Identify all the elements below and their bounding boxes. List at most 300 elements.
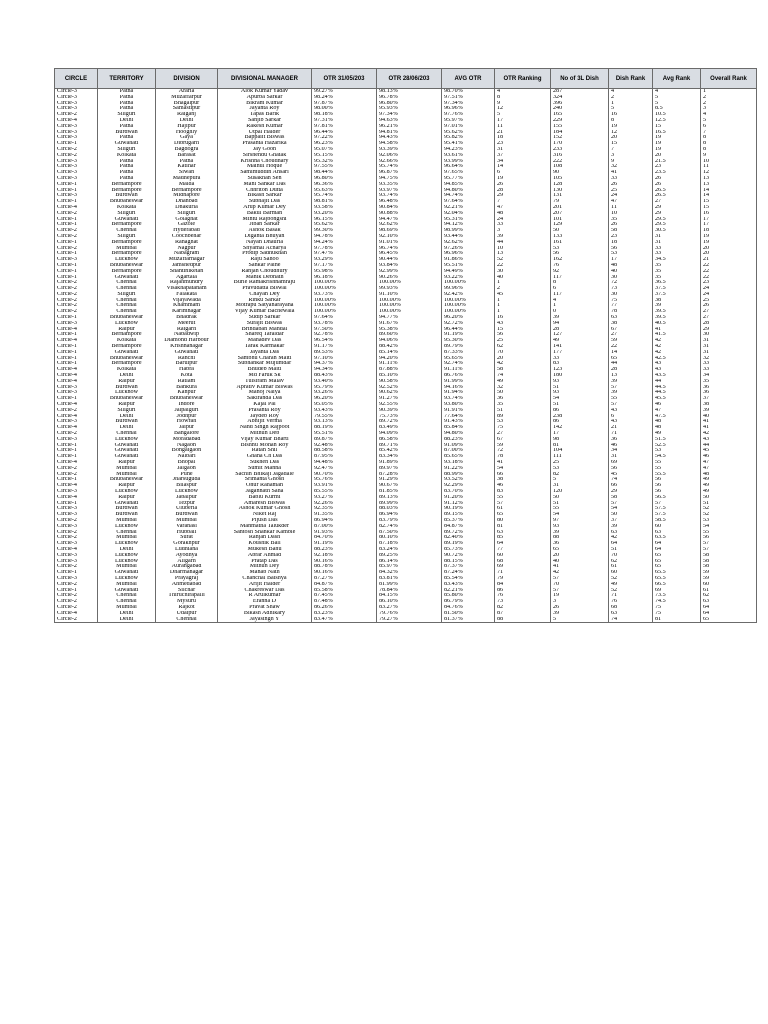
cell-overall-rank: 41: [701, 419, 757, 425]
cell-dish-rank: 23: [609, 234, 653, 240]
cell-otr-may: 97.81%: [312, 124, 377, 130]
cell-circle: Circle-1: [55, 199, 98, 205]
cell-no-of-dish: 94: [551, 321, 609, 327]
cell-circle: Circle-2: [55, 234, 98, 240]
cell-avg-rank: 64: [653, 547, 701, 553]
cell-avg-otr: 97.34%: [442, 101, 495, 107]
cell-territory: Mumbai: [98, 466, 156, 472]
cell-divisional-manager: Sankar Paine: [218, 263, 312, 269]
cell-divisional-manager: Jagannath Saha: [218, 489, 312, 495]
cell-avg-rank: 15: [653, 124, 701, 130]
cell-no-of-dish: 324: [551, 95, 609, 101]
cell-otr-june: 95.93%: [377, 106, 442, 112]
cell-division: Baruipur: [156, 361, 218, 367]
cell-otr-may: 97.17%: [312, 263, 377, 269]
cell-territory: Delhi: [98, 547, 156, 553]
cell-divisional-manager: Mahadev Das: [218, 338, 312, 344]
cell-otr-ranking: 67: [495, 437, 551, 443]
cell-otr-may: 87.95%: [312, 454, 377, 460]
cell-otr-june: 87.88%: [377, 367, 442, 373]
cell-otr-june: 93.35%: [377, 182, 442, 188]
cell-territory: Lucknow: [98, 576, 156, 582]
cell-no-of-dish: 133: [551, 234, 609, 240]
cell-divisional-manager: Ashok Kumar Ghosh: [218, 506, 312, 512]
cell-otr-ranking: 1: [495, 298, 551, 304]
cell-division: Gazole: [156, 222, 218, 228]
cell-circle: Circle-1: [55, 141, 98, 147]
cell-otr-june: 92.06%: [377, 153, 442, 159]
cell-circle: Circle-1: [55, 570, 98, 576]
cell-no-of-dish: 53: [551, 246, 609, 252]
cell-otr-june: 96.21%: [377, 124, 442, 130]
cell-otr-ranking: 10: [495, 246, 551, 252]
cell-otr-may: 96.23%: [312, 141, 377, 147]
cell-division: Jalpaiguri: [156, 408, 218, 414]
cell-territory: Siliguri: [98, 408, 156, 414]
cell-territory: Kolkata: [98, 338, 156, 344]
cell-otr-may: 99.30%: [312, 228, 377, 234]
cell-no-of-dish: 207: [551, 211, 609, 217]
cell-dish-rank: 57: [609, 385, 653, 391]
cell-circle: Circle-4: [55, 205, 98, 211]
cell-otr-june: 87.18%: [377, 541, 442, 547]
cell-otr-june: 96.45%: [377, 251, 442, 257]
cell-avg-rank: 52.5: [653, 443, 701, 449]
cell-otr-june: 96.78%: [377, 95, 442, 101]
cell-avg-otr: 92.74%: [442, 361, 495, 367]
cell-territory: Mumbai: [98, 472, 156, 478]
cell-otr-ranking: 22: [495, 263, 551, 269]
cell-divisional-manager: Jayasingh Y: [218, 617, 312, 623]
cell-overall-rank: 40: [701, 414, 757, 420]
cell-otr-june: 90.84%: [377, 205, 442, 211]
cell-no-of-dish: 127: [551, 332, 609, 338]
cell-avg-otr: 85.80%: [442, 593, 495, 599]
cell-division: Uluberia: [156, 506, 218, 512]
cell-avg-otr: 91.43%: [442, 419, 495, 425]
cell-territory: Lucknow: [98, 524, 156, 530]
cell-avg-otr: 100.00%: [442, 298, 495, 304]
cell-overall-rank: 47: [701, 460, 757, 466]
cell-divisional-manager: Pratap Das: [218, 559, 312, 565]
cell-division: Bhubaneswar: [156, 396, 218, 402]
cell-territory: Chennai: [98, 286, 156, 292]
cell-territory: Patna: [98, 89, 156, 95]
cell-otr-may: 96.36%: [312, 182, 377, 188]
cell-otr-ranking: 36: [495, 396, 551, 402]
cell-otr-ranking: 65: [495, 512, 551, 518]
cell-avg-otr: 91.91%: [442, 408, 495, 414]
cell-otr-may: 87.27%: [312, 576, 377, 582]
cell-divisional-manager: Bhudeb Maiti: [218, 367, 312, 373]
cell-avg-rank: 38: [653, 298, 701, 304]
cell-overall-rank: 22: [701, 263, 757, 269]
cell-otr-june: 83.49%: [377, 425, 442, 431]
cell-otr-ranking: 32: [495, 385, 551, 391]
cell-otr-may: 85.58%: [312, 588, 377, 594]
cell-dish-rank: 44: [609, 361, 653, 367]
cell-avg-otr: 85.84%: [442, 425, 495, 431]
cell-divisional-manager: Santosh Shankar Kamble: [218, 530, 312, 536]
cell-overall-rank: 21: [701, 257, 757, 263]
cell-overall-rank: 17: [701, 222, 757, 228]
cell-division: Udaipur: [156, 611, 218, 617]
cell-otr-ranking: 60: [495, 553, 551, 559]
cell-divisional-manager: Tarak Karmakar: [218, 344, 312, 350]
cell-avg-rank: 19: [653, 147, 701, 153]
cell-no-of-dish: 42: [551, 570, 609, 576]
cell-divisional-manager: Bablu Kurmi: [218, 495, 312, 501]
cell-division: Jamshedpur: [156, 263, 218, 269]
cell-division: Kanpur: [156, 390, 218, 396]
cell-circle: Circle-3: [55, 553, 98, 559]
cell-overall-rank: 52: [701, 512, 757, 518]
cell-dish-rank: 59: [609, 338, 653, 344]
cell-divisional-manager: Rinku Sarkar: [218, 298, 312, 304]
cell-overall-rank: 51: [701, 501, 757, 507]
cell-dish-rank: 63: [609, 611, 653, 617]
cell-circle: Circle-3: [55, 159, 98, 165]
cell-territory: Berhampore: [98, 240, 156, 246]
cell-dish-rank: 27: [609, 332, 653, 338]
cell-avg-otr: 81.37%: [442, 617, 495, 623]
cell-no-of-dish: 97: [551, 518, 609, 524]
cell-circle: Circle-3: [55, 95, 98, 101]
cell-avg-otr: 96.64%: [442, 164, 495, 170]
cell-division: Karimnagar: [156, 309, 218, 315]
cell-no-of-dish: 86: [551, 408, 609, 414]
cell-otr-may: 88.19%: [312, 425, 377, 431]
cell-otr-june: 100.00%: [377, 309, 442, 315]
cell-dish-rank: 58: [609, 228, 653, 234]
cell-overall-rank: 36: [701, 390, 757, 396]
cell-overall-rank: 55: [701, 530, 757, 536]
cell-division: Jharsuguda: [156, 477, 218, 483]
cell-otr-may: 88.23%: [312, 547, 377, 553]
cell-divisional-manager: Pravat Shaw: [218, 605, 312, 611]
cell-no-of-dish: 57: [551, 588, 609, 594]
cell-division: Guwahati: [156, 350, 218, 356]
cell-divisional-manager: Diganta Bhuyan: [218, 234, 312, 240]
cell-overall-rank: 27: [701, 309, 757, 315]
cell-avg-otr: 93.74%: [442, 396, 495, 402]
cell-otr-june: 96.74%: [377, 246, 442, 252]
cell-overall-rank: 30: [701, 332, 757, 338]
cell-avg-otr: 90.19%: [442, 506, 495, 512]
cell-avg-rank: 65: [653, 553, 701, 559]
cell-avg-otr: 88.23%: [442, 437, 495, 443]
cell-otr-may: 83.23%: [312, 611, 377, 617]
cell-overall-rank: 24: [701, 292, 757, 298]
cell-otr-ranking: 73: [495, 599, 551, 605]
cell-dish-rank: 54: [609, 506, 653, 512]
cell-avg-rank: 55: [653, 460, 701, 466]
cell-otr-may: 95.98%: [312, 269, 377, 275]
cell-overall-rank: 7: [701, 130, 757, 136]
cell-avg-otr: 98.99%: [442, 228, 495, 234]
cell-avg-otr: 85.65%: [442, 454, 495, 460]
cell-dish-rank: 43: [609, 408, 653, 414]
cell-no-of-dish: 108: [551, 164, 609, 170]
cell-otr-may: 95.79%: [312, 385, 377, 391]
cell-otr-ranking: 4: [495, 89, 551, 95]
cell-otr-june: 81.99%: [377, 582, 442, 588]
cell-avg-otr: 87.24%: [442, 570, 495, 576]
cell-circle: Circle-3: [55, 489, 98, 495]
cell-divisional-manager: Ashok Basak: [218, 228, 312, 234]
cell-divisional-manager: Jiban Sarkar: [218, 222, 312, 228]
cell-overall-rank: 28: [701, 321, 757, 327]
cell-circle: Circle-1: [55, 477, 98, 483]
cell-divisional-manager: Chayan Dey: [218, 292, 312, 298]
cell-otr-ranking: 64: [495, 541, 551, 547]
cell-otr-june: 91.01%: [377, 240, 442, 246]
cell-territory: Guwahati: [98, 448, 156, 454]
cell-overall-rank: 8: [701, 147, 757, 153]
cell-divisional-manager: Mithun Dey: [218, 564, 312, 570]
cell-avg-otr: 91.20%: [442, 495, 495, 501]
cell-otr-june: 86.58%: [377, 437, 442, 443]
cell-division: Coochbehar: [156, 234, 218, 240]
cell-no-of-dish: 111: [551, 454, 609, 460]
cell-circle: Circle-4: [55, 402, 98, 408]
cell-territory: Patna: [98, 101, 156, 107]
cell-otr-ranking: 71: [495, 570, 551, 576]
cell-territory: Guwahati: [98, 588, 156, 594]
cell-territory: Bhubaneswar: [98, 315, 156, 321]
cell-dish-rank: 50: [609, 512, 653, 518]
cell-no-of-dish: 50: [551, 228, 609, 234]
cell-otr-may: 97.22%: [312, 135, 377, 141]
cell-circle: Circle-1: [55, 443, 98, 449]
cell-divisional-manager: Prodip Sadhukhan: [218, 251, 312, 257]
cell-divisional-manager: Manoj Naiya: [218, 390, 312, 396]
cell-avg-rank: 41.5: [653, 332, 701, 338]
cell-territory: Lucknow: [98, 553, 156, 559]
cell-otr-june: 95.38%: [377, 327, 442, 333]
cell-divisional-manager: Bakul Barman: [218, 211, 312, 217]
cell-overall-rank: 20: [701, 246, 757, 252]
cell-territory: Mumbai: [98, 564, 156, 570]
cell-division: Silchar: [156, 588, 218, 594]
cell-no-of-dish: 5: [551, 477, 609, 483]
cell-circle: Circle-2: [55, 605, 98, 611]
cell-circle: Circle-1: [55, 501, 98, 507]
cell-avg-otr: 92.72%: [442, 321, 495, 327]
cell-overall-rank: 46: [701, 454, 757, 460]
cell-otr-ranking: 81: [495, 524, 551, 530]
cell-otr-may: 97.55%: [312, 164, 377, 170]
cell-no-of-dish: 201: [551, 205, 609, 211]
cell-circle: Circle-2: [55, 535, 98, 541]
cell-avg-rank: 20: [653, 153, 701, 159]
cell-avg-rank: 26.5: [653, 188, 701, 194]
cell-division: Malda: [156, 182, 218, 188]
cell-otr-june: 94.43%: [377, 135, 442, 141]
cell-dish-rank: 72: [609, 280, 653, 286]
cell-otr-ranking: 84: [495, 582, 551, 588]
cell-divisional-manager: Alok Kumar Yadav: [218, 89, 312, 95]
cell-no-of-dish: 162: [551, 257, 609, 263]
cell-otr-ranking: 55: [495, 495, 551, 501]
cell-circle: Circle-2: [55, 599, 98, 605]
cell-otr-june: 91.89%: [377, 460, 442, 466]
cell-otr-ranking: 48: [495, 211, 551, 217]
cell-no-of-dish: 120: [551, 489, 609, 495]
cell-avg-otr: 84.76%: [442, 605, 495, 611]
cell-territory: Siliguri: [98, 112, 156, 118]
cell-otr-may: 97.47%: [312, 251, 377, 257]
cell-division: Chennai: [156, 617, 218, 623]
cell-otr-ranking: 12: [495, 106, 551, 112]
cell-avg-rank: 65.5: [653, 576, 701, 582]
cell-division: Krishnanagar: [156, 344, 218, 350]
cell-avg-rank: 58.5: [653, 518, 701, 524]
cell-overall-rank: 42: [701, 431, 757, 437]
cell-division: Aligarh: [156, 559, 218, 565]
cell-no-of-dish: 31: [551, 483, 609, 489]
cell-no-of-dish: 82: [551, 472, 609, 478]
cell-territory: Patna: [98, 164, 156, 170]
cell-avg-rank: 5: [653, 101, 701, 107]
cell-divisional-manager: Amaresh Biswas: [218, 501, 312, 507]
cell-territory: Delhi: [98, 118, 156, 124]
cell-no-of-dish: 40: [551, 559, 609, 565]
cell-territory: Lucknow: [98, 489, 156, 495]
cell-otr-may: 95.76%: [312, 477, 377, 483]
cell-divisional-manager: Jaydeb Roy: [218, 414, 312, 420]
cell-avg-rank: 43.5: [653, 373, 701, 379]
cell-dish-rank: 26: [609, 222, 653, 228]
cell-territory: Delhi: [98, 617, 156, 623]
cell-divisional-manager: Raju Sahoo: [218, 257, 312, 263]
cell-avg-rank: 29.5: [653, 217, 701, 223]
cell-otr-june: 83.24%: [377, 547, 442, 553]
cell-territory: Berhampore: [98, 361, 156, 367]
cell-territory: Siliguri: [98, 292, 156, 298]
cell-overall-rank: 64: [701, 605, 757, 611]
cell-division: Raiganj: [156, 112, 218, 118]
cell-dish-rank: 39: [609, 390, 653, 396]
header-otr-may: OTR 31/05/203: [312, 69, 377, 89]
cell-dish-rank: 43: [609, 419, 653, 425]
cell-avg-rank: 36.5: [653, 280, 701, 286]
cell-division: Muzaffarpur: [156, 95, 218, 101]
cell-avg-rank: 5: [653, 95, 701, 101]
cell-overall-rank: 59: [701, 570, 757, 576]
cell-circle: Circle-4: [55, 379, 98, 385]
table-body: [55, 89, 757, 623]
header-circle: CIRCLE: [55, 69, 98, 89]
cell-circle: Circle-2: [55, 582, 98, 588]
cell-avg-rank: 35: [653, 269, 701, 275]
cell-otr-ranking: 41: [495, 460, 551, 466]
cell-avg-rank: 27: [653, 199, 701, 205]
cell-territory: Guwahati: [98, 217, 156, 223]
cell-overall-rank: 35: [701, 379, 757, 385]
cell-avg-otr: 97.26%: [442, 246, 495, 252]
cell-division: Moradabad: [156, 437, 218, 443]
cell-circle: Circle-4: [55, 327, 98, 333]
cell-otr-ranking: 31: [495, 147, 551, 153]
cell-otr-may: 95.62%: [312, 222, 377, 228]
cell-otr-june: 94.81%: [377, 130, 442, 136]
cell-no-of-dish: 123: [551, 367, 609, 373]
cell-avg-rank: 29.5: [653, 222, 701, 228]
cell-otr-june: 83.34%: [377, 454, 442, 460]
cell-avg-otr: 88.15%: [442, 559, 495, 565]
cell-avg-otr: 90.72%: [442, 553, 495, 559]
cell-avg-otr: 85.73%: [442, 547, 495, 553]
cell-division: Ratlam: [156, 379, 218, 385]
cell-avg-otr: 86.76%: [442, 373, 495, 379]
cell-otr-may: 95.63%: [312, 188, 377, 194]
cell-division: Gorakhpur: [156, 541, 218, 547]
cell-dish-rank: 57: [609, 402, 653, 408]
cell-overall-rank: 16: [701, 211, 757, 217]
cell-otr-june: 85.10%: [377, 373, 442, 379]
cell-divisional-manager: Manik Debnath: [218, 275, 312, 281]
cell-otr-june: 91.67%: [377, 321, 442, 327]
cell-divisional-manager: Subhajit Das: [218, 199, 312, 205]
cell-overall-rank: 58: [701, 553, 757, 559]
cell-overall-rank: 63: [701, 599, 757, 605]
cell-avg-rank: 63.5: [653, 535, 701, 541]
cell-circle: Circle-4: [55, 338, 98, 344]
cell-avg-rank: 33: [653, 246, 701, 252]
cell-no-of-dish: 155: [551, 124, 609, 130]
cell-otr-ranking: 88: [495, 617, 551, 623]
cell-divisional-manager: Surajit Biswas: [218, 321, 312, 327]
cell-avg-otr: 97.01%: [442, 124, 495, 130]
cell-otr-june: 95.74%: [377, 164, 442, 170]
cell-overall-rank: 31: [701, 350, 757, 356]
cell-territory: Guwahati: [98, 454, 156, 460]
cell-circle: Circle-1: [55, 188, 98, 194]
cell-no-of-dish: 56: [551, 251, 609, 257]
cell-dish-rank: 26: [609, 182, 653, 188]
cell-division: Hyderabad: [156, 228, 218, 234]
cell-dish-rank: 5: [609, 106, 653, 112]
cell-division: Dhanbad: [156, 199, 218, 205]
cell-division: Bankura: [156, 385, 218, 391]
cell-avg-rank: 53: [653, 448, 701, 454]
cell-avg-otr: 87.33%: [442, 350, 495, 356]
cell-avg-rank: 35: [653, 275, 701, 281]
cell-circle: Circle-2: [55, 112, 98, 118]
cell-otr-june: 83.81%: [377, 576, 442, 582]
cell-circle: Circle-2: [55, 286, 98, 292]
cell-division: Surat: [156, 535, 218, 541]
cell-no-of-dish: 165: [551, 112, 609, 118]
cell-division: Dibrugarh: [156, 141, 218, 147]
cell-division: Ayodhya: [156, 553, 218, 559]
cell-dish-rank: 52: [609, 576, 653, 582]
cell-dish-rank: 70: [609, 553, 653, 559]
cell-dish-rank: 49: [609, 582, 653, 588]
cell-otr-may: 96.80%: [312, 176, 377, 182]
cell-divisional-manager: Prasanta Roy: [218, 408, 312, 414]
cell-overall-rank: 48: [701, 472, 757, 478]
cell-dish-rank: 65: [609, 356, 653, 362]
cell-otr-may: 92.47%: [312, 466, 377, 472]
cell-dish-rank: 24: [609, 193, 653, 199]
cell-divisional-manager: Niket Raj: [218, 512, 312, 518]
cell-avg-rank: 63: [653, 530, 701, 536]
cell-no-of-dish: 49: [551, 338, 609, 344]
cell-divisional-manager: Mainul Hoque: [218, 164, 312, 170]
cell-no-of-dish: 170: [551, 141, 609, 147]
